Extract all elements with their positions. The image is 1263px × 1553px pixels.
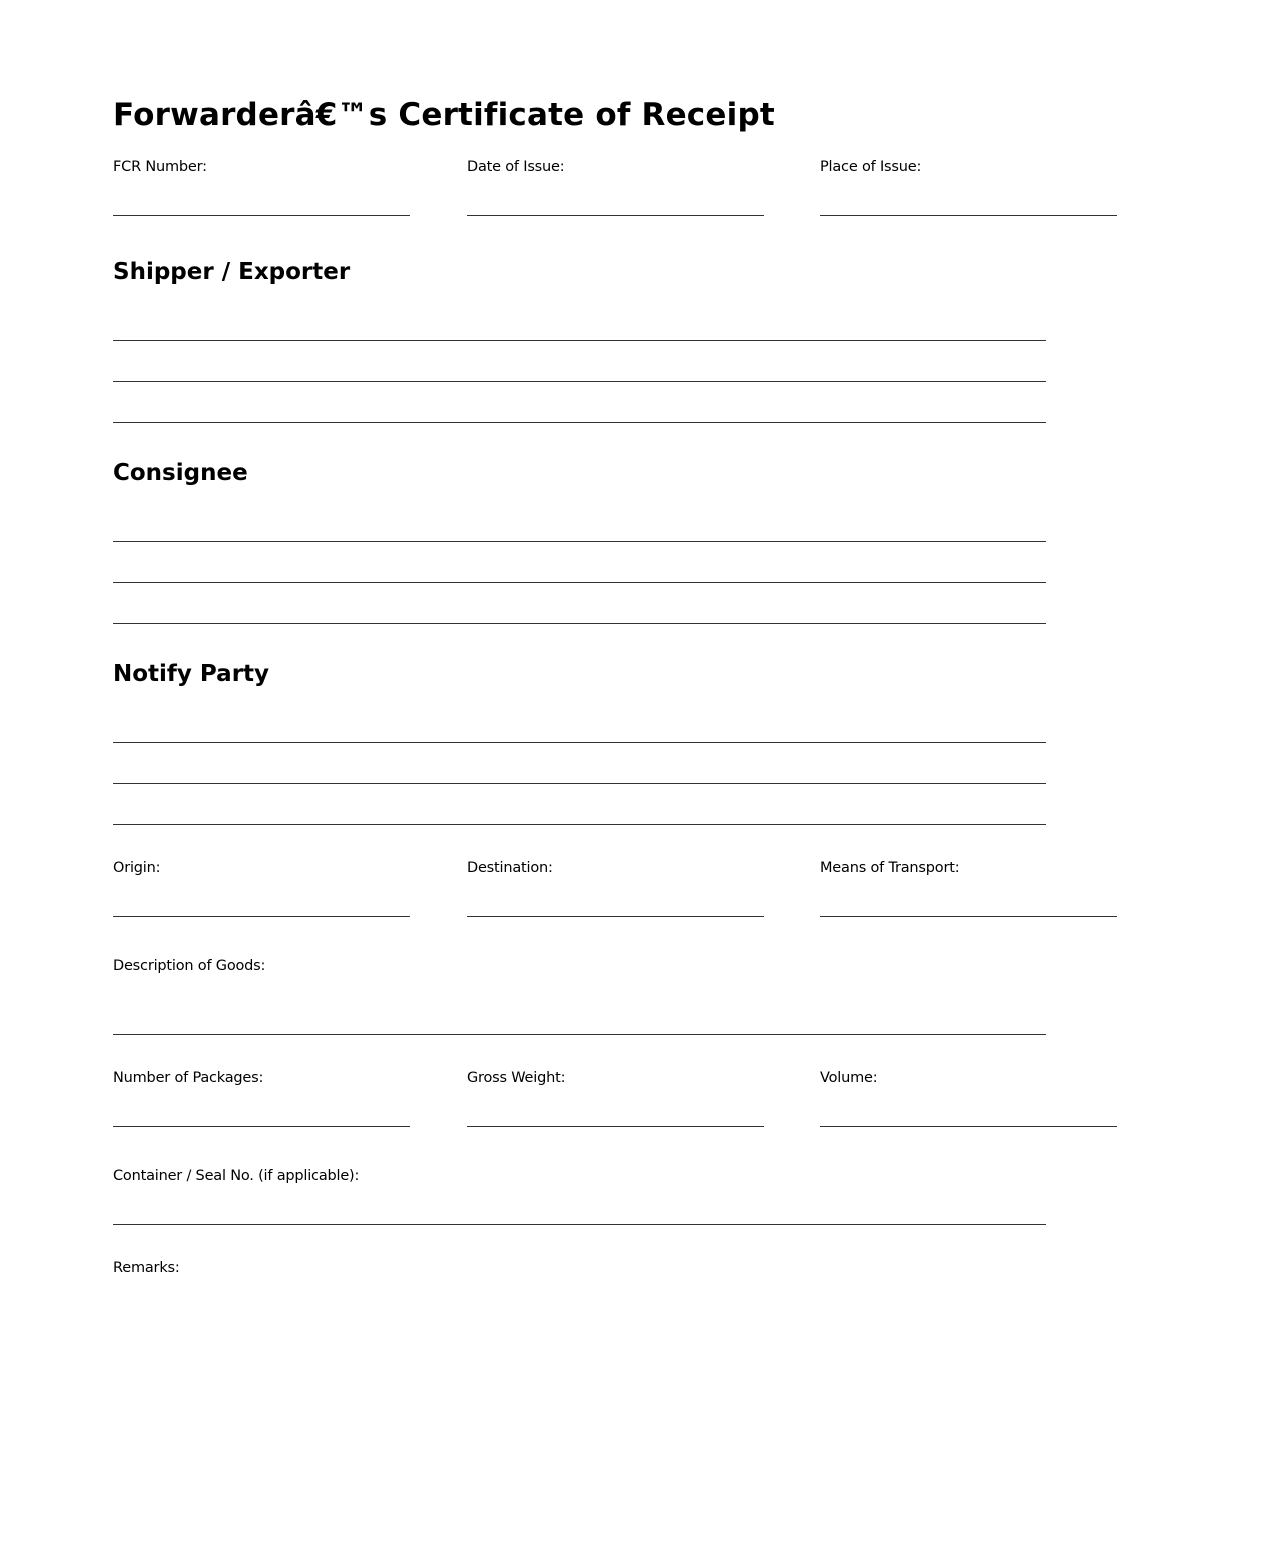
page-title: Forwarderâ€™s Certificate of Receipt xyxy=(113,97,775,133)
description-of-goods-label: Description of Goods: xyxy=(113,958,266,974)
gross-weight-field[interactable] xyxy=(467,1126,764,1127)
place-of-issue-label: Place of Issue: xyxy=(820,159,922,175)
shipper-line-1[interactable] xyxy=(113,340,1046,341)
origin-label: Origin: xyxy=(113,860,161,876)
volume-field[interactable] xyxy=(820,1126,1117,1127)
volume-label: Volume: xyxy=(820,1070,878,1086)
number-of-packages-field[interactable] xyxy=(113,1126,410,1127)
destination-field[interactable] xyxy=(467,916,764,917)
notify-party-line-3[interactable] xyxy=(113,824,1046,825)
container-seal-label: Container / Seal No. (if applicable): xyxy=(113,1168,360,1184)
means-of-transport-field[interactable] xyxy=(820,916,1117,917)
consignee-line-2[interactable] xyxy=(113,582,1046,583)
gross-weight-label: Gross Weight: xyxy=(467,1070,566,1086)
remarks-label: Remarks: xyxy=(113,1260,180,1276)
place-of-issue-field[interactable] xyxy=(820,215,1117,216)
consignee-line-1[interactable] xyxy=(113,541,1046,542)
shipper-line-3[interactable] xyxy=(113,422,1046,423)
consignee-line-3[interactable] xyxy=(113,623,1046,624)
date-of-issue-label: Date of Issue: xyxy=(467,159,565,175)
notify-party-line-2[interactable] xyxy=(113,783,1046,784)
description-of-goods-field[interactable] xyxy=(113,1034,1046,1035)
fcr-number-field[interactable] xyxy=(113,215,410,216)
container-seal-field[interactable] xyxy=(113,1224,1046,1225)
shipper-line-2[interactable] xyxy=(113,381,1046,382)
section-heading-notify-party: Notify Party xyxy=(113,661,270,687)
means-of-transport-label: Means of Transport: xyxy=(820,860,960,876)
origin-field[interactable] xyxy=(113,916,410,917)
destination-label: Destination: xyxy=(467,860,553,876)
date-of-issue-field[interactable] xyxy=(467,215,764,216)
notify-party-line-1[interactable] xyxy=(113,742,1046,743)
number-of-packages-label: Number of Packages: xyxy=(113,1070,264,1086)
fcr-number-label: FCR Number: xyxy=(113,159,207,175)
section-heading-consignee: Consignee xyxy=(113,460,248,486)
section-heading-shipper: Shipper / Exporter xyxy=(113,259,351,285)
